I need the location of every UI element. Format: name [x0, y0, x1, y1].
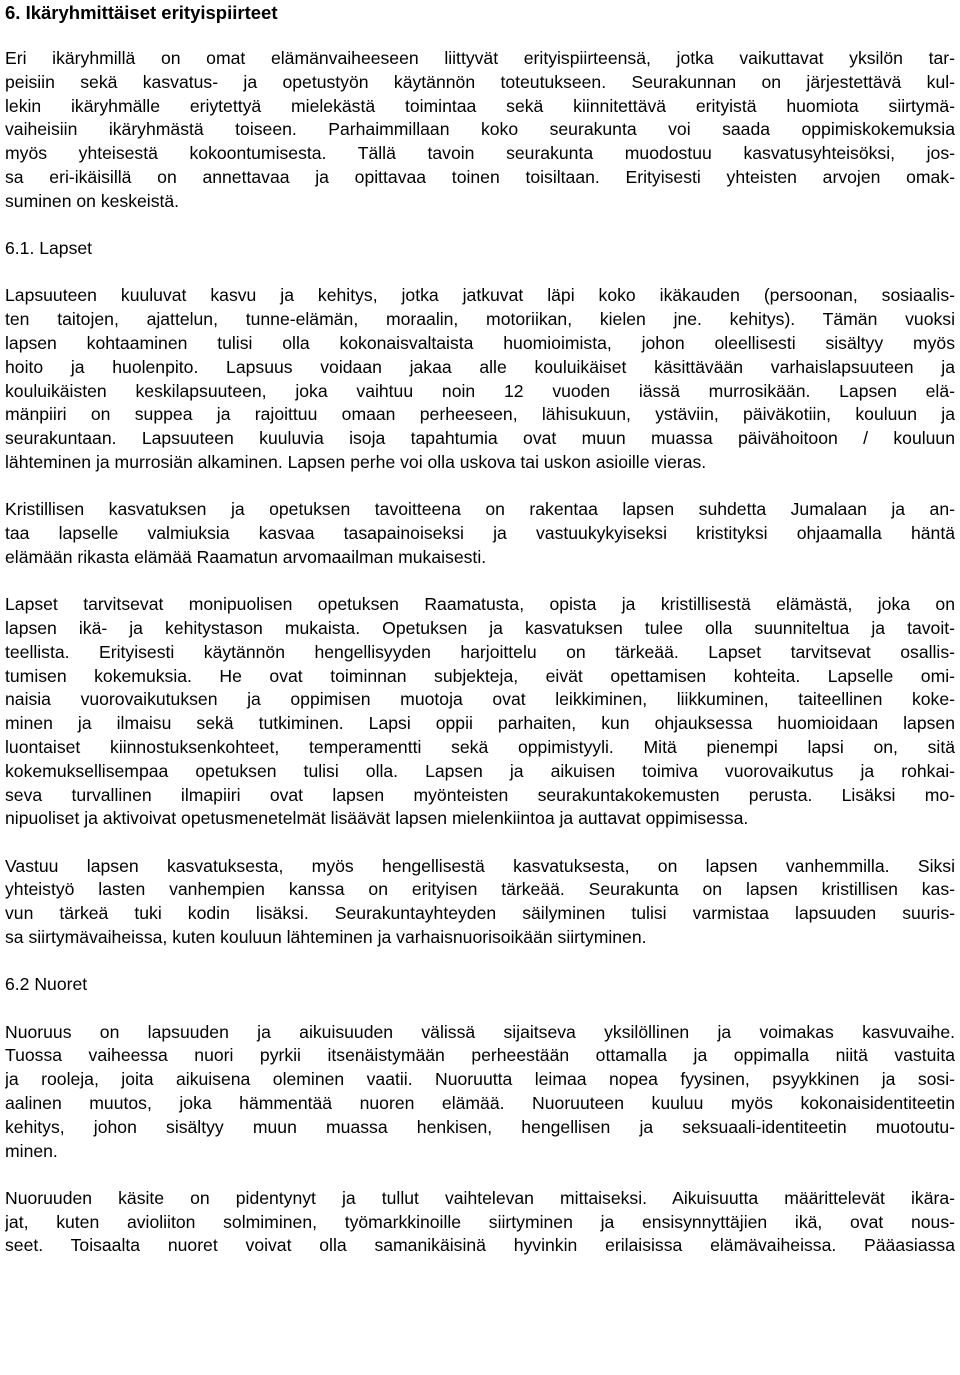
paragraph-line: minen.	[5, 1140, 58, 1161]
paragraph-line: lekin ikäryhmälle eriytettyä mielekästä toimintaa sekä kiinnitettävä erityistä huomiota siirtymä-	[5, 95, 955, 116]
paragraph-line: ja rooleja, joita aikuisena oleminen vaatii. Nuoruutta leimaa nopea fyysinen, psyykkinen ja sosi-	[5, 1069, 955, 1090]
paragraph-line: Nuoruus on lapsuuden ja aikuisuuden välissä sijaitseva yksilöllinen ja voimakas kasvuvaihe.	[5, 1021, 955, 1042]
paragraph-line: Nuoruuden käsite on pidentynyt ja tullut vaihtelevan mittaiseksi. Aikuisuutta määrittelevät ikära-	[5, 1187, 955, 1208]
paragraph-line: vun tärkeä tuki kodin lisäksi. Seurakuntayhteyden säilyminen tulisi varmistaa lapsuuden suuris-	[5, 903, 955, 924]
lapset-paragraph-4	[5, 855, 955, 950]
paragraph-line: seurakuntaan. Lapsuuteen kuuluvia isoja tapahtumia ovat muun muassa päivähoitoon / kouluun	[5, 428, 955, 449]
lapset-paragraph-2	[5, 498, 955, 569]
paragraph-line: sa siirtymävaiheissa, kuten kouluun lähteminen ja varhaisnuorisoikään siirtyminen.	[5, 927, 647, 947]
paragraph-line: kokemuksellisempaa opetuksen tulisi olla. Lapsen ja aikuisen toimiva vuorovaikutus ja rohkai-	[5, 760, 955, 781]
paragraph-line: seva turvallinen ilmapiiri ovat lapsen myönteisten seurakuntakokemusten perusta. Lisäksi mo-	[5, 784, 955, 805]
paragraph-line: Vastuu lapsen kasvatuksesta, myös hengellisestä kasvatuksesta, on lapsen vanhemmilla. Siksi	[5, 855, 955, 876]
nuoret-paragraph-2	[5, 1187, 955, 1258]
paragraph-line: lapsen ikä- ja kehitystason mukaista. Opetuksen ja kasvatuksen tulee olla suunniteltua ja tavoit-	[5, 617, 955, 638]
paragraph-line: Tuossa vaiheessa nuori pyrkii itsenäistymään perheestään ottamalla ja oppimalla niitä vastuita	[5, 1045, 955, 1066]
lapset-paragraph-3	[5, 593, 955, 831]
paragraph-line: naisia vuorovaikutuksen ja oppimisen muotoja ovat leikkiminen, liikkuminen, taiteellinen koke-	[5, 689, 955, 710]
paragraph-line: suminen on keskeistä.	[5, 190, 180, 211]
section-heading: 6. Ikäryhmittäiset erityispiirteet	[5, 2, 278, 23]
paragraph-line: nipuoliset ja aktivoivat opetusmenetelmät lisäävät lapsen mielenkiintoa ja auttavat oppimisessa.	[5, 808, 749, 829]
paragraph-line: seet. Toisaalta nuoret voivat olla samanikäisinä hyvinkin erilaisissa elämävaiheissa. Pääasiassa	[5, 1235, 955, 1256]
document-page	[5, 0, 955, 1258]
nuoret-paragraph-1	[5, 1021, 955, 1164]
paragraph-line: kehitys, johon sisältyy muun muassa henkisen, hengellisen ja seksuaali-identiteetin muotoutu-	[5, 1116, 955, 1137]
intro-paragraph	[5, 47, 955, 214]
paragraph-line: peisiin sekä kasvatus- ja opetustyön käytännön toteutukseen. Seurakunnan on järjestettävä kul-	[5, 71, 955, 92]
paragraph-line: vaiheisiin ikäryhmästä toiseen. Parhaimmillaan koko seurakunta voi saada oppimiskokemuksia	[5, 119, 955, 140]
paragraph-line: hoito ja huolenpito. Lapsuus voidaan jakaa alle kouluikäiset käsittävään varhaislapsuuteen ja	[5, 356, 955, 377]
paragraph-line: luontaiset kiinnostuksenkohteet, temperamentti sekä oppimistyyli. Mitä pienempi lapsi on, sitä	[5, 736, 955, 757]
paragraph-line: Eri ikäryhmillä on omat elämänvaiheeseen liittyvät erityispiirteensä, jotka vaikuttavat yksilön tar-	[5, 48, 955, 68]
paragraph-line: kouluikäisten keskilapsuuteen, joka vaihtuu noin 12 vuoden iässä murrosikään. Lapsen elä-	[5, 380, 955, 401]
paragraph-line: Lapset tarvitsevat monipuolisen opetuksen Raamatusta, opista ja kristillisestä elämästä, joka on	[5, 594, 955, 615]
subsection-heading-lapset: 6.1. Lapset	[5, 238, 93, 259]
paragraph-line: minen ja ilmaisu sekä tutkiminen. Lapsi oppii parhaiten, kun ohjauksessa huomioidaan lapsen	[5, 713, 955, 734]
paragraph-line: lähteminen ja murrosiän alkaminen. Lapsen perhe voi olla uskova tai uskon asioille vieras.	[5, 451, 707, 472]
paragraph-line: mänpiiri on suppea ja rajoittuu omaan perheeseen, lähisukuun, ystäviin, päiväkotiin, kouluun ja	[5, 404, 955, 425]
paragraph-line: ten taitojen, ajattelun, tunne-elämän, moraalin, motoriikan, kielen jne. kehitys). Tämän vuoksi	[5, 309, 955, 330]
paragraph-line: teellista. Erityisesti käytännön hengellisyyden harjoittelu on tärkeää. Lapset tarvitsevat osallis-	[5, 641, 955, 662]
paragraph-line: lapsen kohtaaminen tulisi olla kokonaisvaltaista huomioimista, johon oleellisesti sisältyy myös	[5, 332, 955, 353]
paragraph-line: myös yhteisestä kokoontumisesta. Tällä tavoin seurakunta muodostuu kasvatusyhteisöksi, jos-	[5, 143, 955, 164]
paragraph-line: taa lapselle valmiuksia kasvaa tasapainoiseksi ja vastuukykyiseksi kristityksi ohjaamalla häntä	[5, 523, 955, 544]
paragraph-line: aalinen muutos, joka hämmentää nuoren elämää. Nuoruuteen kuuluu myös kokonaisidentiteetin	[5, 1092, 955, 1113]
subsection-heading-nuoret: 6.2 Nuoret	[5, 974, 88, 995]
paragraph-line: elämään rikasta elämää Raamatun arvomaailman mukaisesti.	[5, 546, 487, 567]
lapset-paragraph-1	[5, 284, 955, 474]
paragraph-line: Kristillisen kasvatuksen ja opetuksen tavoitteena on rakentaa lapsen suhdetta Jumalaan ja an-	[5, 499, 955, 520]
paragraph-line: jat, kuten avioliiton solmiminen, työmarkkinoille siirtyminen ja ensisynnyttäjien ikä, ovat nous-	[5, 1211, 955, 1232]
paragraph-line: tumisen kokemuksia. He ovat toiminnan subjekteja, eivät opettamisen kohteita. Lapselle omi-	[5, 665, 955, 686]
paragraph-line: yhteistyö lasten vanhempien kanssa on erityisen tärkeää. Seurakunta on lapsen kristillisen kas-	[5, 879, 955, 900]
paragraph-line: Lapsuuteen kuuluvat kasvu ja kehitys, jotka jatkuvat läpi koko ikäkauden (persoonan, sosiaalis-	[5, 285, 955, 306]
paragraph-line: sa eri-ikäisillä on annettavaa ja opittavaa toinen toisiltaan. Erityisesti yhteisten arvojen omak-	[5, 166, 955, 187]
